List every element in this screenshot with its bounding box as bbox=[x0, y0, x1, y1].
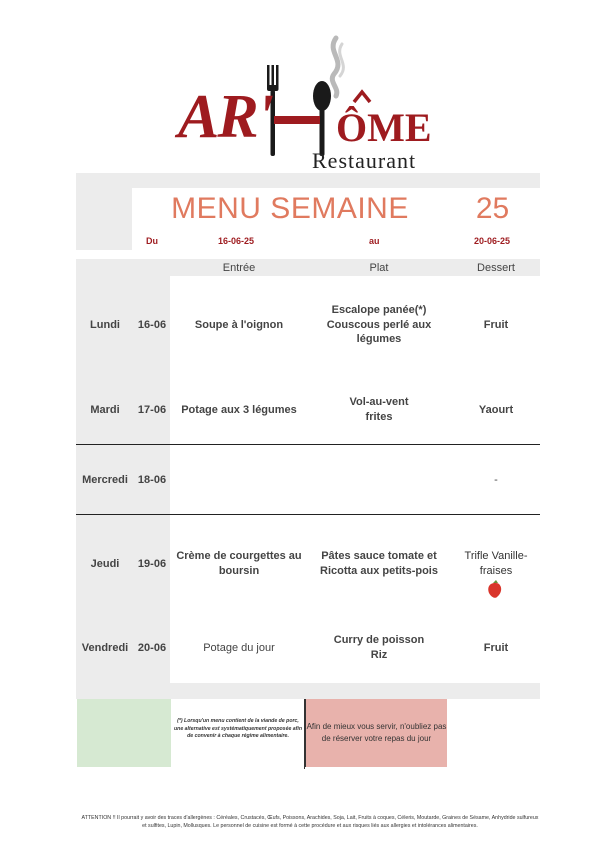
day-date: 20-06 bbox=[137, 641, 167, 654]
bottom-band bbox=[76, 683, 540, 699]
day-date: 17-06 bbox=[137, 403, 167, 416]
plat-line-1: Curry de poisson bbox=[333, 634, 425, 647]
plat-cell bbox=[306, 390, 452, 430]
plat-cell bbox=[306, 628, 452, 668]
entree-cell: Potage du jour bbox=[203, 641, 275, 654]
date-to: 20-06-25 bbox=[474, 236, 511, 246]
reserve-note bbox=[305, 699, 447, 767]
pork-note: (*) Lorsqu'un menu contient de la viande de porc, une alternative est systématiquement proposée afin de convenir à chaque régime alimentaire. bbox=[174, 718, 302, 740]
allergen-footer: ATTENTION !! Il pourrait y avoir des traces d'allergènes : Céréales, Crustacés, Œufs, Poissons, Arachides, Soja, Lait, Fruits à coques, Céleris, Moutarde, Graines de Sésame, Anhydride sulfureux et sulfites, Lupin, Mollusques. Le personnel de cuisine est formé à cette procédure et aux risques liés aux allergies et intolérances alimentaires. bbox=[81, 815, 539, 830]
day-label: Mercredi bbox=[82, 473, 128, 486]
day-label: Lundi bbox=[90, 318, 120, 331]
entree-cell: Potage aux 3 légumes bbox=[181, 403, 297, 416]
logo-text-ar: AR' bbox=[178, 83, 272, 151]
dessert-cell: Trifle Vanille-fraises bbox=[464, 550, 528, 577]
plat-line-1: Vol-au-vent bbox=[349, 396, 409, 409]
plat-cell: Pâtes sauce tomate et Ricotta aux petits-pois bbox=[320, 550, 438, 577]
plat-line-2: Couscous perlé aux légumes bbox=[326, 318, 432, 346]
day-date: 18-06 bbox=[137, 473, 167, 486]
day-date: 16-06 bbox=[137, 318, 167, 331]
smoke-icon bbox=[332, 38, 338, 96]
dessert-cell: Yaourt bbox=[478, 403, 514, 416]
menu-title: MENU SEMAINE bbox=[171, 192, 409, 225]
date-from: 16-06-25 bbox=[218, 236, 255, 246]
dessert-cell: Fruit bbox=[483, 318, 509, 331]
column-header-entree: Entrée bbox=[222, 262, 256, 274]
day-label: Vendredi bbox=[81, 641, 129, 654]
reserve-note-text: Afin de mieux vous servir, n'oubliez pas de réserver votre repas du jour bbox=[306, 722, 447, 743]
header-band bbox=[76, 173, 540, 188]
day-label: Jeudi bbox=[90, 557, 120, 570]
row-divider bbox=[76, 444, 540, 445]
week-number: 25 bbox=[475, 192, 510, 225]
row-divider bbox=[76, 514, 540, 515]
entree-cell: Soupe à l'oignon bbox=[194, 318, 284, 331]
header-band-left bbox=[76, 188, 132, 250]
day-label: Mardi bbox=[90, 403, 120, 416]
strawberry-icon bbox=[486, 580, 504, 600]
entree-cell: Crème de courgettes au boursin bbox=[176, 550, 302, 577]
dessert-cell: - bbox=[494, 473, 498, 486]
logo-text-restaurant: Restaurant bbox=[312, 148, 417, 173]
dessert-cell: Fruit bbox=[483, 641, 509, 654]
column-header-plat: Plat bbox=[369, 262, 389, 274]
note-green-box bbox=[77, 699, 171, 767]
du-label: Du bbox=[146, 236, 158, 246]
plat-line-2: frites bbox=[365, 411, 393, 423]
column-header-dessert: Dessert bbox=[477, 262, 515, 274]
day-date: 19-06 bbox=[137, 557, 167, 570]
plat-cell bbox=[306, 301, 452, 349]
logo-text-ome: ÔME bbox=[336, 105, 432, 150]
au-label: au bbox=[369, 236, 380, 246]
plat-line-1: Escalope panée(*) bbox=[331, 303, 427, 316]
plat-line-2: Riz bbox=[370, 649, 388, 661]
